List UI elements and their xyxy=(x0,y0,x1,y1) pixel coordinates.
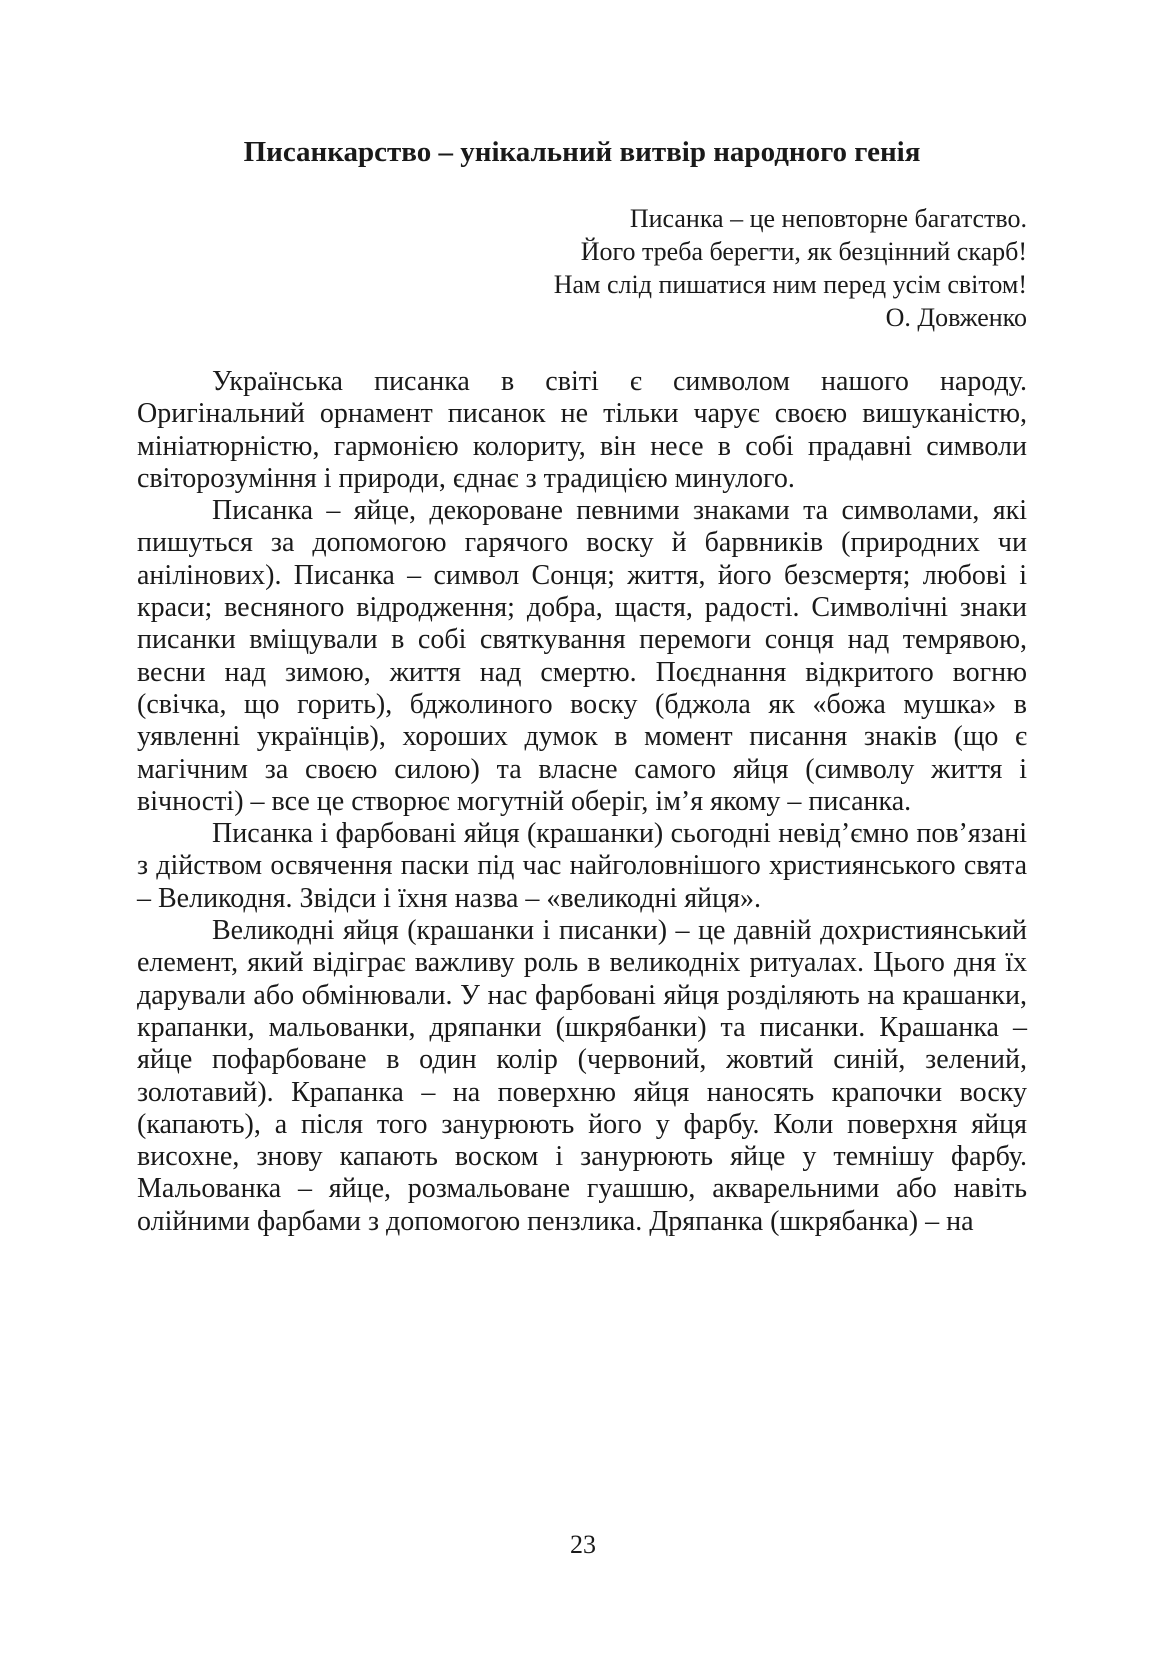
paragraph: Писанка – яйце, декороване певними знаками та символами, які пишуться за допомогою гарячого воску й барвників (природних чи анілінових). Писанка – символ Сонця; життя, його безсмертя; любові і краси; весняного відродження; добра, щастя, радості. Символічні знаки писанки вміщували в собі святкування перемоги сонця над темрявою, весни над зимою, життя над смертю. Поєднання відкритого вогню (свічка, що горить), бджолиного воску (бджола як «божа мушка» в уявленні українців), хороших думок в момент писання знаків (що є магічним за своєю силою) та власне самого яйця (символу життя і вічності) – все це створює могутній оберіг, ім’я якому – писанка. xyxy=(137,495,1027,817)
epigraph xyxy=(470,202,1027,334)
epigraph-line: Писанка – це неповторне багатство. xyxy=(629,204,1027,233)
paragraph: Писанка і фарбовані яйця (крашанки) сьогодні невід’ємно пов’язані з дійством освячення паски під час найголовнішого християнського свята – Великодня. Звідси і їхня назва – «великодні яйця». xyxy=(137,818,1027,914)
body-text xyxy=(137,366,1027,1238)
page-title: Писанкарство – унікальний витвір народного генія xyxy=(243,136,921,168)
epigraph-line: Його треба берегти, як безцінний скарб! xyxy=(580,237,1027,266)
epigraph-author: О. Довженко xyxy=(885,303,1027,332)
page-number: 23 xyxy=(570,1530,596,1559)
epigraph-line: Нам слід пишатися ним перед усім світом! xyxy=(553,270,1027,299)
paragraph: Великодні яйця (крашанки і писанки) – це давній дохристиянський елемент, який відіграє важливу роль в великодніх ритуалах. Цього дня їх дарували або обмінювали. У нас фарбовані яйця розділяють на крашанки, крапанки, мальованки, дряпанки (шкрябанки) та писанки. Крашанка – яйце пофарбоване в один колір (червоний, жовтий синій, зелений, золотавий). Крапанка – на поверхню яйця наносять крапочки воску (капають), а після того занурюють його у фарбу. Коли поверхня яйця висохне, знову капають воском і занурюють яйце у темнішу фарбу. Мальованка – яйце, розмальоване гуашшю, акварельними або навіть олійними фарбами з допомогою пензлика. Дряпанка (шкрябанка) – на xyxy=(137,915,1027,1237)
paragraph: Українська писанка в світі є символом нашого народу. Оригінальний орнамент писанок не тільки чарує своєю вишуканістю, мініатюрністю, гармонією колориту, він несе в собі прадавні символи світорозуміння і природи, єднає з традицією минулого. xyxy=(137,366,1027,494)
